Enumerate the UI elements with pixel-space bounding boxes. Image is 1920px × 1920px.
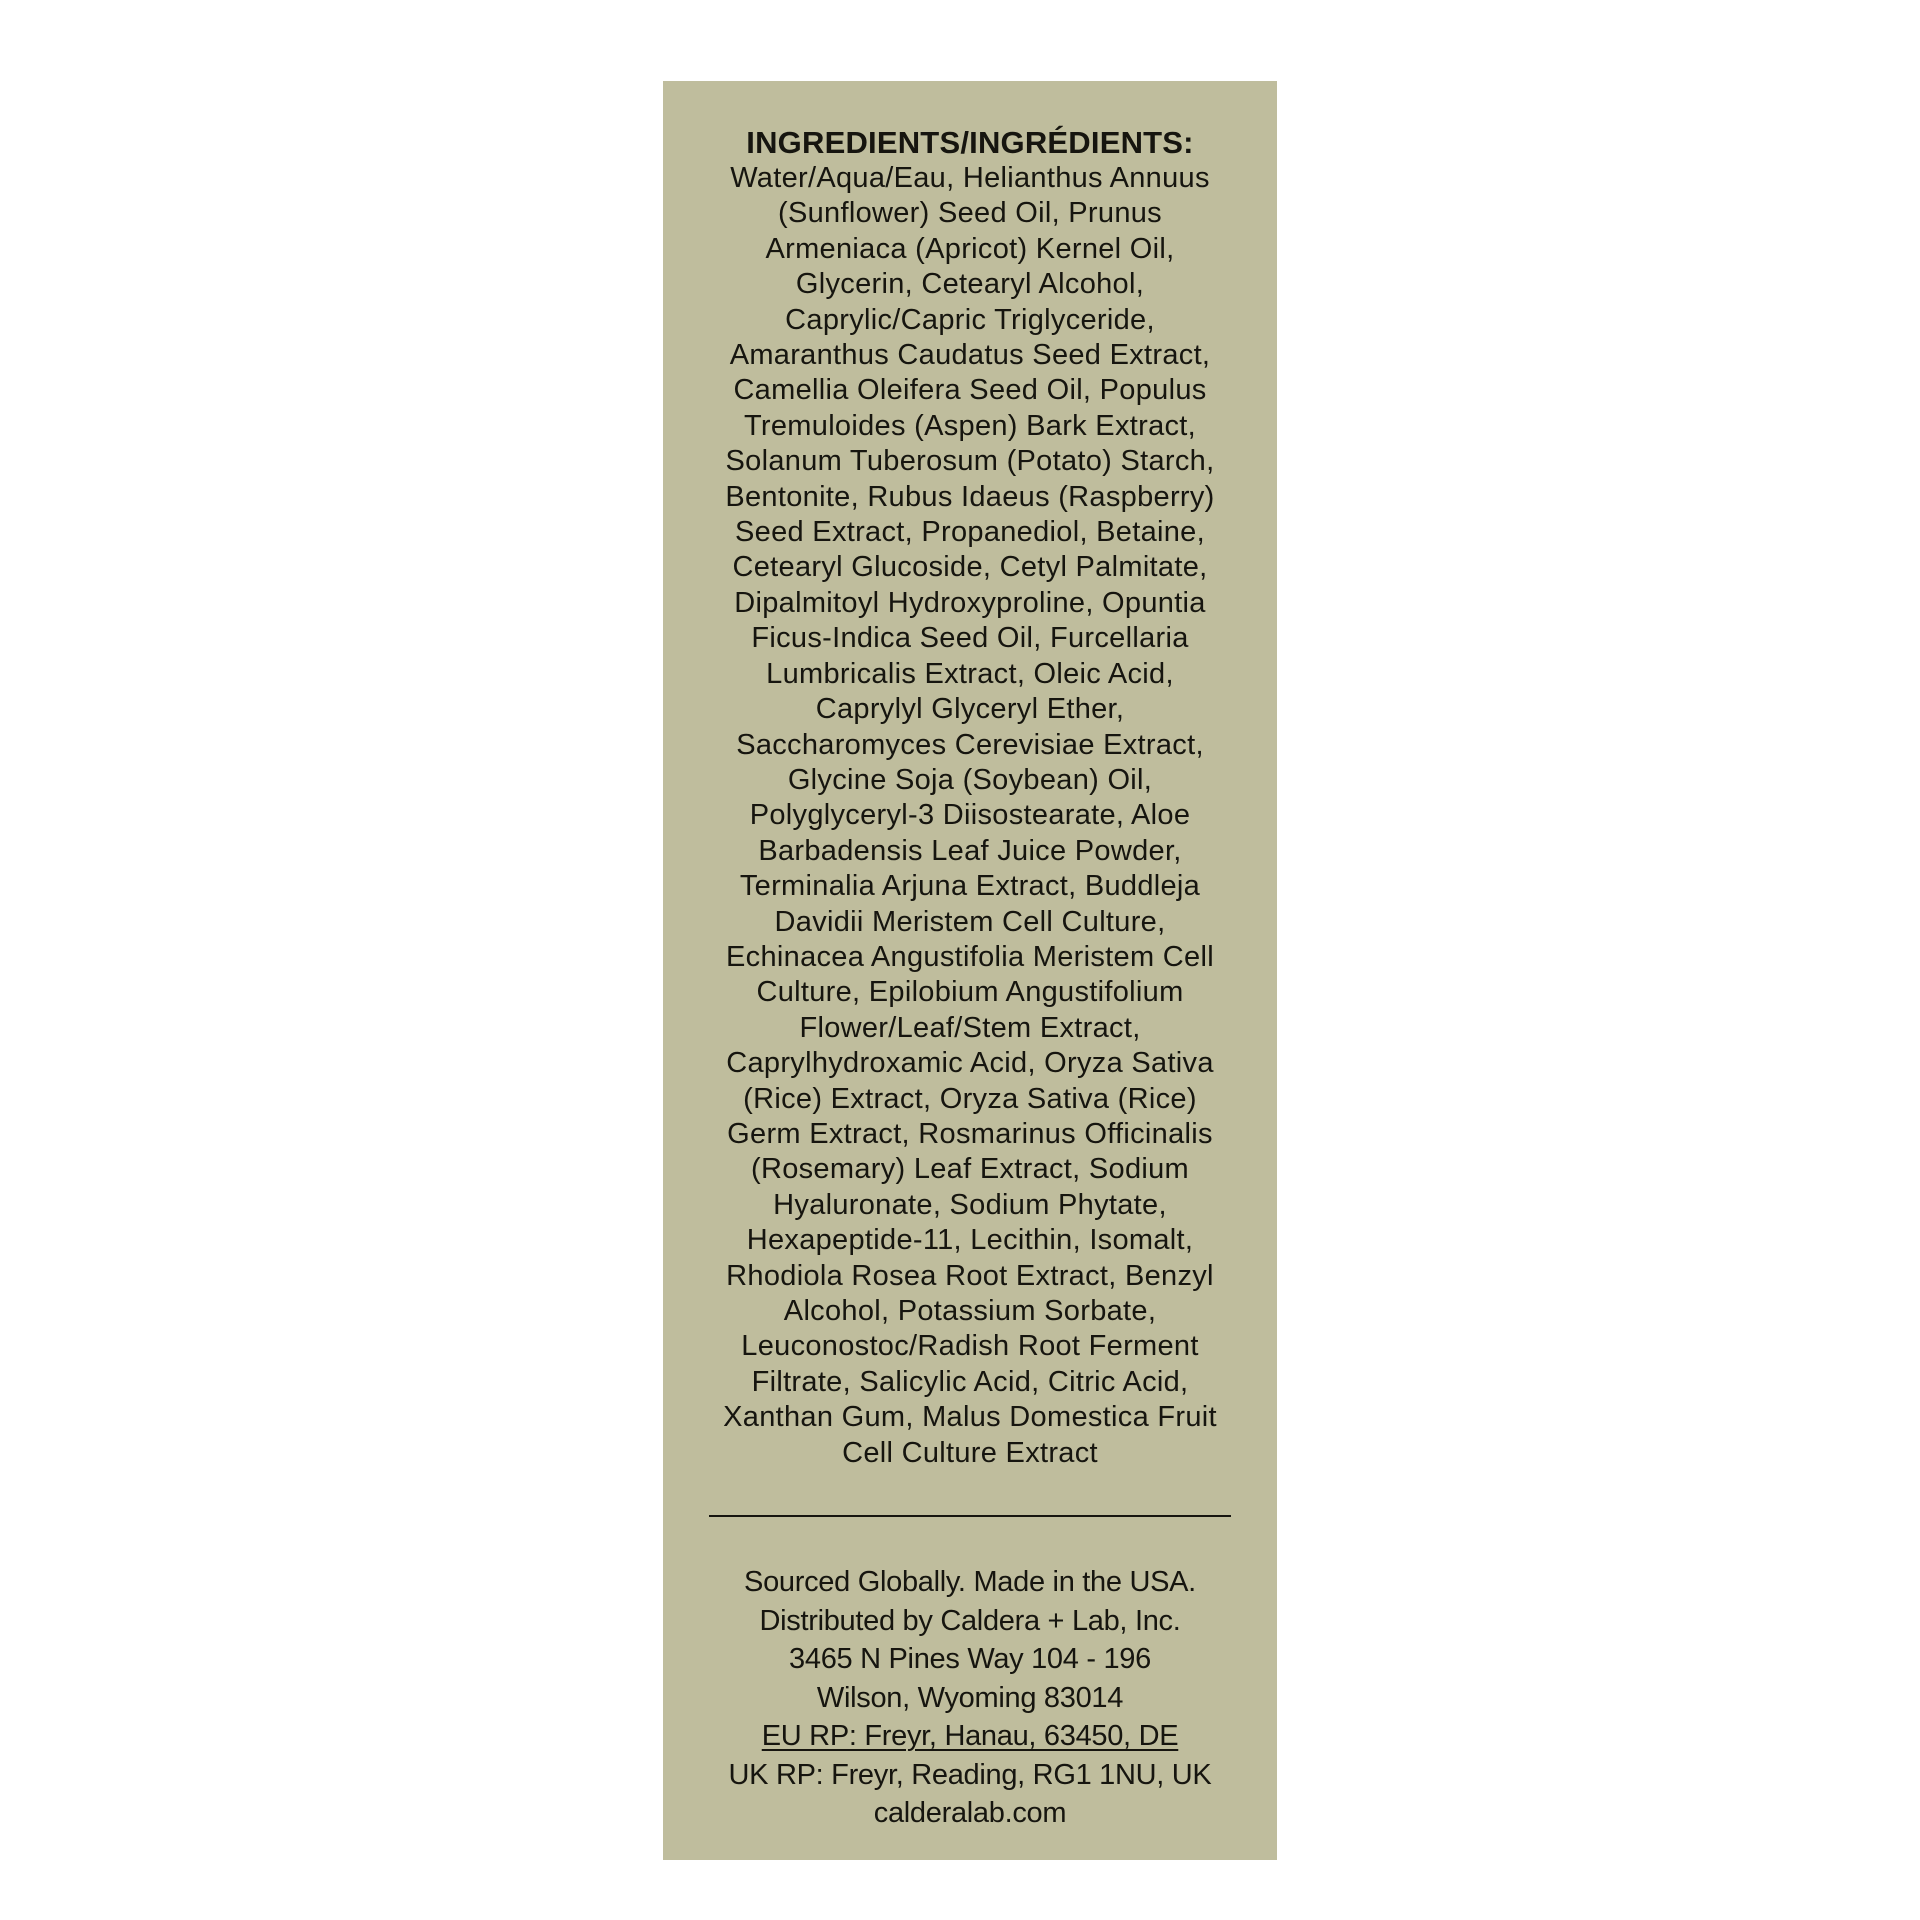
ingredients-list bbox=[663, 161, 1277, 1471]
ingredient-line: Alcohol, Potassium Sorbate, bbox=[783, 1295, 1157, 1327]
ingredients-title: INGREDIENTS/INGRÉDIENTS: bbox=[746, 125, 1194, 160]
ingredients-label-panel bbox=[663, 81, 1277, 1860]
distributor-text: Distributed by Caldera + Lab, Inc. bbox=[759, 1604, 1181, 1637]
distributor-info bbox=[663, 1563, 1277, 1833]
ingredient-line: Rhodiola Rosea Root Extract, Benzyl bbox=[726, 1259, 1214, 1292]
ingredient-line: Saccharomyces Cerevisiae Extract, bbox=[736, 728, 1204, 761]
ingredient-line: Glycerin, Cetearyl Alcohol, bbox=[795, 268, 1145, 301]
ingredient-line: Terminalia Arjuna Extract, Buddleja bbox=[739, 870, 1201, 903]
ingredient-line: Filtrate, Salicylic Acid, Citric Acid, bbox=[751, 1365, 1189, 1398]
ingredient-line: Water/Aqua/Eau, Helianthus Annuus bbox=[730, 162, 1210, 194]
ingredient-line: Dipalmitoyl Hydroxyproline, Opuntia bbox=[734, 586, 1206, 619]
street-address: 3465 N Pines Way 104 - 196 bbox=[789, 1643, 1151, 1676]
ingredient-line: Tremuloides (Aspen) Bark Extract, bbox=[743, 409, 1197, 442]
eu-rp-line bbox=[663, 1717, 1277, 1756]
ingredient-line: Barbadensis Leaf Juice Powder, bbox=[758, 834, 1182, 867]
ingredient-line: Flower/Leaf/Stem Extract, bbox=[799, 1011, 1141, 1044]
ingredient-line: Seed Extract, Propanediol, Betaine, bbox=[735, 516, 1205, 549]
ingredient-line: Solanum Tuberosum (Potato) Starch, bbox=[725, 445, 1215, 478]
ingredient-line: Camellia Oleifera Seed Oil, Populus bbox=[733, 374, 1207, 407]
ingredient-line: (Rosemary) Leaf Extract, Sodium bbox=[751, 1153, 1189, 1186]
ingredient-line: Bentonite, Rubus Idaeus (Raspberry) bbox=[725, 480, 1215, 513]
ingredient-line: (Sunflower) Seed Oil, Prunus bbox=[778, 197, 1162, 230]
ingredient-line: Caprylyl Glyceryl Ether, bbox=[815, 693, 1125, 726]
section-divider bbox=[709, 1515, 1231, 1517]
ingredient-line: Cetearyl Glucoside, Cetyl Palmitate, bbox=[732, 551, 1208, 584]
ingredient-line: Cell Culture Extract bbox=[842, 1436, 1098, 1469]
ingredient-line: Lumbricalis Extract, Oleic Acid, bbox=[766, 657, 1174, 690]
ingredient-line: Hyaluronate, Sodium Phytate, bbox=[773, 1188, 1167, 1221]
ingredient-line: Ficus-Indica Seed Oil, Furcellaria bbox=[751, 622, 1189, 655]
eu-rp-text: EU RP: Freyr, Hanau, 63450, DE bbox=[761, 1720, 1179, 1753]
ingredient-line: Davidii Meristem Cell Culture, bbox=[774, 905, 1166, 938]
ingredient-line: Echinacea Angustifolia Meristem Cell bbox=[726, 940, 1214, 973]
ingredient-line: Xanthan Gum, Malus Domestica Fruit bbox=[723, 1401, 1217, 1434]
ingredient-line: Leuconostoc/Radish Root Ferment bbox=[741, 1330, 1199, 1363]
ingredient-line: Glycine Soja (Soybean) Oil, bbox=[787, 763, 1153, 796]
ingredient-line: Culture, Epilobium Angustifolium bbox=[756, 976, 1184, 1009]
ingredient-line: Hexapeptide-11, Lecithin, Isomalt, bbox=[746, 1224, 1194, 1257]
ingredient-line: (Rice) Extract, Oryza Sativa (Rice) bbox=[743, 1082, 1197, 1115]
website-text: calderalab.com bbox=[873, 1797, 1067, 1830]
ingredient-line: Germ Extract, Rosmarinus Officinalis bbox=[727, 1117, 1213, 1150]
ingredient-line: Polyglyceryl-3 Diisostearate, Aloe bbox=[749, 799, 1191, 832]
city-address: Wilson, Wyoming 83014 bbox=[816, 1681, 1124, 1714]
ingredient-line: Amaranthus Caudatus Seed Extract, bbox=[729, 339, 1211, 372]
uk-rp-text: UK RP: Freyr, Reading, RG1 1NU, UK bbox=[728, 1758, 1212, 1791]
ingredient-line: Caprylhydroxamic Acid, Oryza Sativa bbox=[726, 1047, 1214, 1080]
ingredient-line: Armeniaca (Apricot) Kernel Oil, bbox=[765, 232, 1175, 265]
sourced-text: Sourced Globally. Made in the USA. bbox=[744, 1566, 1196, 1599]
ingredient-line: Caprylic/Capric Triglyceride, bbox=[785, 303, 1155, 336]
